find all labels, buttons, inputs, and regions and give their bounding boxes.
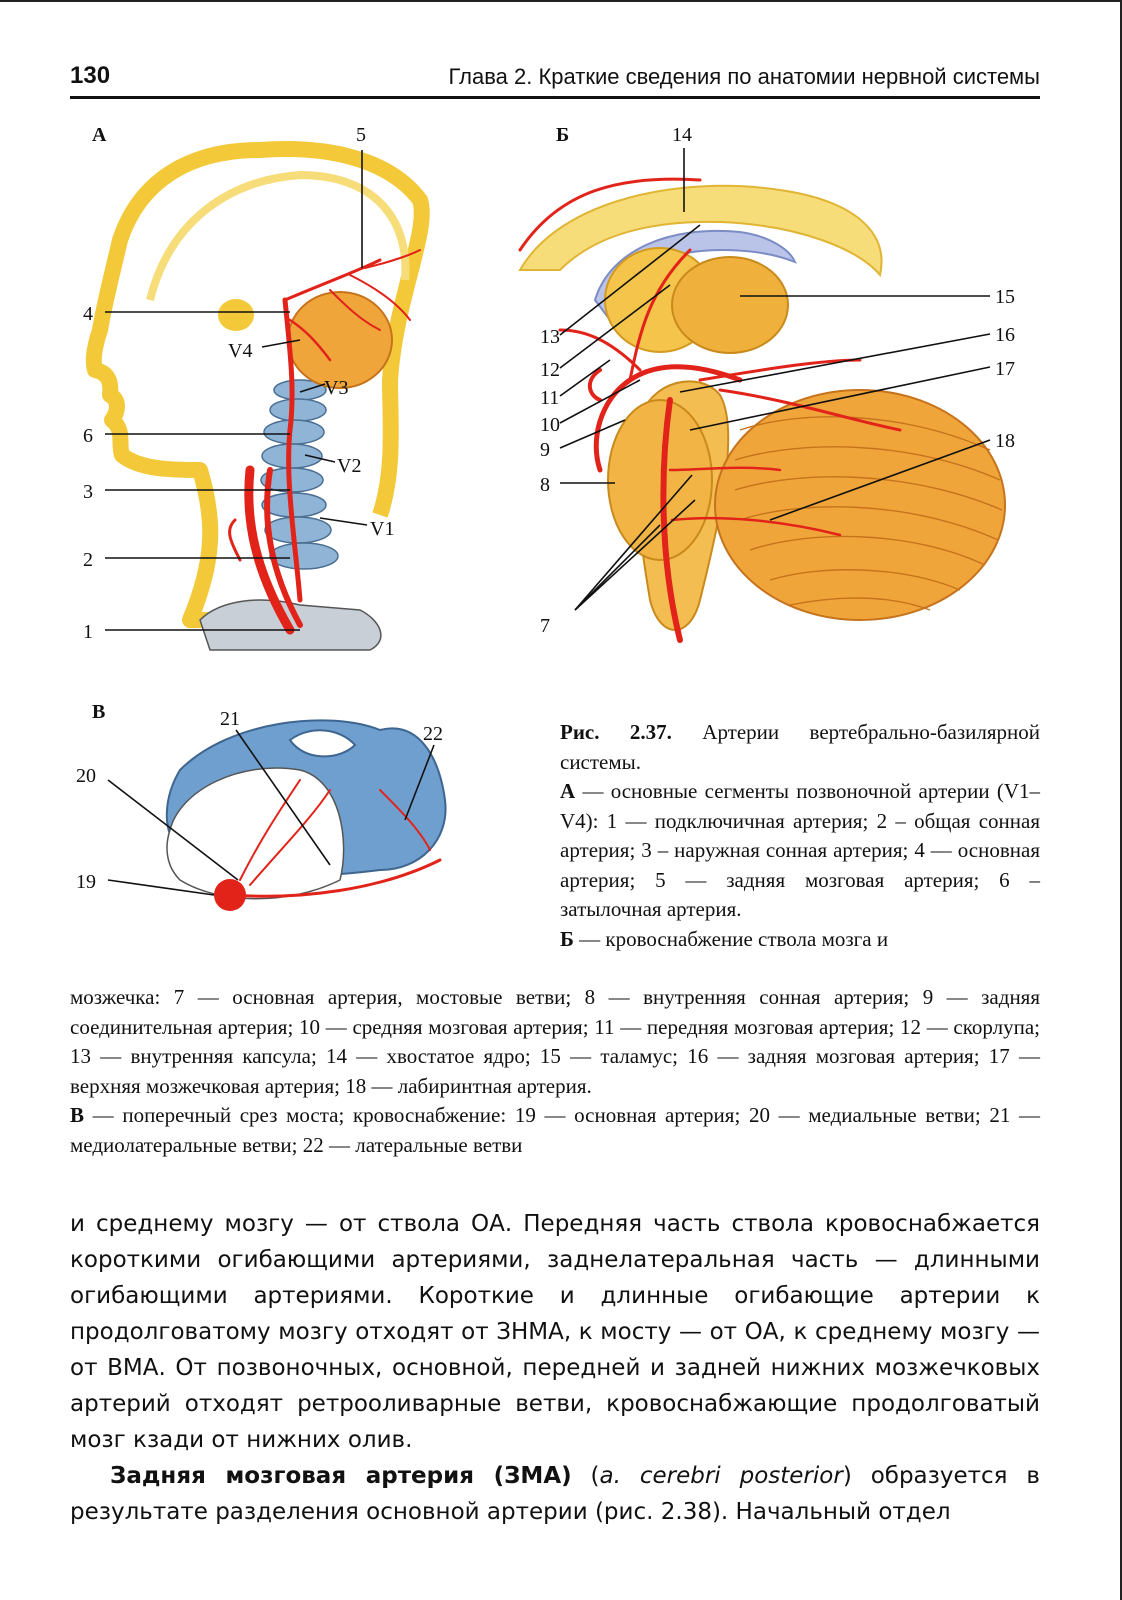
label-a-1: 1 <box>83 621 93 643</box>
label-a-2: 2 <box>83 549 93 571</box>
caption-c-mark: В <box>70 1103 85 1127</box>
eye-orbit <box>218 299 254 331</box>
label-b-10: 10 <box>540 414 560 436</box>
caption-b-text-rest: мозжечка: 7 — основная артерия, мостовые ветви; 8 — внутренняя сонная артерия; 9 — задняя соединительная артерия; 10 — средняя мозговая артерия; 11 — передняя мозговая артерия; 12 — скорлупа; 13 — внутренняя капсула; 14 — хвостатое ядро; 15 — таламус; 16 — задняя мозговая артерия; 17 — верхняя мозжечковая артерия; 18 — лабиринтная артерия. <box>70 985 1040 1098</box>
label-v3: V3 <box>324 377 349 399</box>
caption-c-text: — поперечный срез моста; кровоснабжение: 19 — основная артерия; 20 — медиальные ветви; 21 — медиолатеральные ветви; 22 — латеральные ветви <box>70 1103 1040 1157</box>
label-c-21: 21 <box>220 708 240 730</box>
panel-c-illustration <box>167 720 446 911</box>
figure-number: Рис. 2.37. <box>560 720 672 744</box>
label-a-3: 3 <box>83 481 93 503</box>
label-b-13: 13 <box>540 326 560 348</box>
pca-latin: a. cerebri posterior <box>599 1463 843 1489</box>
thalamus <box>672 257 788 353</box>
body-paragraph-1: и среднему мозгу — от ствола ОА. Передняя часть ствола кровоснабжается короткими огибающими артериями, заднелатеральная часть — длинными огибающими артериями. Короткие и длинные огибающие артерии к продолговатому мозгу отходят от ЗНМА, к мосту — от ОА, к среднему мозгу — от ВМА. От позвоночных, основной, передней и задней нижних мозжечковых артерий отходят ретрооливарные ветви, кровоснабжающие продолговатый мозг кзади от нижних олив. <box>70 1211 1040 1453</box>
label-b-9: 9 <box>540 439 550 461</box>
label-b-15: 15 <box>995 286 1015 308</box>
figure-caption-head <box>560 718 1040 954</box>
label-a-6: 6 <box>83 425 93 447</box>
label-a-4: 4 <box>83 303 93 325</box>
skull-inner <box>150 175 405 300</box>
caption-a-mark: А <box>560 779 576 803</box>
label-v2: V2 <box>337 455 362 477</box>
pca-term: Задняя мозговая артерия (ЗМА) <box>110 1463 572 1489</box>
pons <box>608 400 712 560</box>
panel-label-b: Б <box>556 124 570 146</box>
label-b-8: 8 <box>540 474 550 496</box>
label-b-14: 14 <box>672 124 692 146</box>
caption-b-mark: Б <box>560 926 574 951</box>
body-paragraph-2 <box>70 1458 1040 1530</box>
caption-b-text-head: — кровоснабжение ствола мозга и <box>579 926 889 951</box>
figure-caption-continued <box>70 983 1040 1160</box>
label-v4: V4 <box>228 340 253 362</box>
caption-a-text: — основные сегменты позвоночной артерии (V1–V4): 1 — подключичная артерия; 2 – общая сонная артерия; 3 – наружная сонная артерия; 4 — основная артерия; 5 — задняя мозговая артерия; 6 – затылочная артерия. <box>560 779 1040 921</box>
panel-label-c: В <box>92 701 106 723</box>
panel-a-illustration <box>94 149 422 650</box>
label-c-20: 20 <box>76 765 96 787</box>
label-b-12: 12 <box>540 359 560 381</box>
chapter-title: Глава 2. Краткие сведения по анатомии нервной системы <box>448 64 1040 89</box>
label-b-17: 17 <box>995 358 1015 380</box>
figure-title: Артерии вертебрально-базилярной системы. <box>560 720 1040 774</box>
label-b-16: 16 <box>995 324 1015 346</box>
cerebellum-a <box>288 292 392 388</box>
panel-b-illustration <box>520 179 1005 640</box>
label-c-22: 22 <box>423 723 443 745</box>
label-b-18: 18 <box>995 430 1015 452</box>
label-a-5: 5 <box>356 124 366 146</box>
label-b-11: 11 <box>540 387 560 409</box>
label-c-19: 19 <box>76 871 96 893</box>
pca-open-paren: ( <box>571 1463 600 1489</box>
basilar-artery-dot <box>214 879 246 911</box>
page-number: 130 <box>70 62 111 89</box>
label-v1: V1 <box>370 518 395 540</box>
label-b-7: 7 <box>540 615 550 637</box>
body-paragraph-2-text: ) образуется в результате разделения основной артерии (рис. 2.38). Начальный отдел <box>70 1463 1040 1525</box>
panel-label-a: А <box>92 124 107 146</box>
